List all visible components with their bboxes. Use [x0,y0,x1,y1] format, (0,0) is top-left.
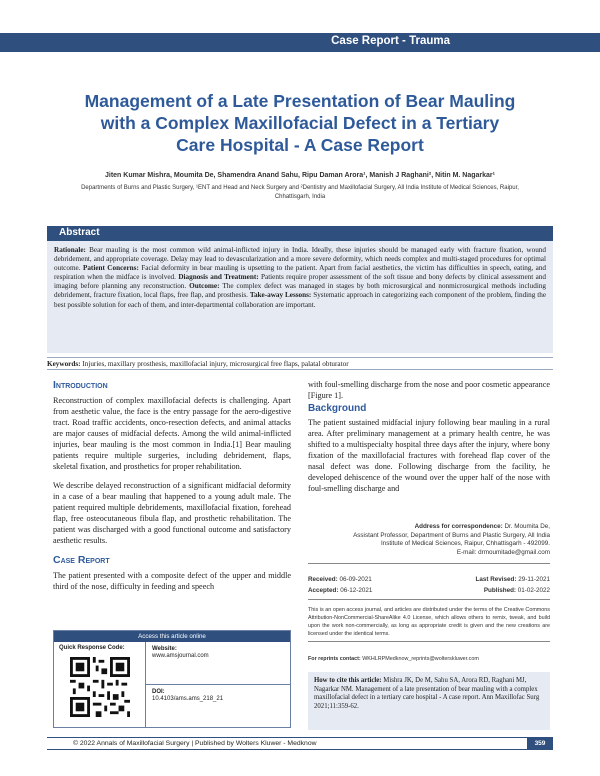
background-heading: Background [308,403,367,414]
dates-block [308,574,550,600]
last-revised-date: Last Revised: 29-11-2021 [475,576,550,583]
introduction-paragraph-2: We describe delayed reconstruction of a significant midfacial deformity in a case of a bear mauling that happened to a young adult male. The patient required multiple debridements, maxillofacial fixation, forehead flap, free osteocutaneous fibula flap, and prosthetic rehabilitation. The patient was discharged with a good functional outcome and satisfactory aesthetic results. [53,481,291,545]
website-label: Website: [152,646,177,652]
diagnosis-text: Patients require proper assessment of the soft tissue and bony defects by clinical assessment and imaging before planning any reconstruction. [54,273,546,291]
reprints-label: For reprints contact: [308,656,361,662]
access-info-column [146,642,290,728]
website-link[interactable]: www.amsjournal.com [152,653,209,659]
doi-link[interactable]: 10.4103/ams.ams_218_21 [152,696,224,702]
correspondence-block [308,523,550,564]
right-column [308,379,550,494]
concerns-text: Facial deformity in bear mauling is upsetting to the patient. Apart from facial aesthetics, the victim has difficulties in speech, eating, and respiration when the midface is involved. [54,264,547,282]
section-banner [0,33,600,52]
doi-label: DOI: [152,689,165,695]
introduction-heading: Introduction [53,379,108,391]
outcome-text: The complex defect was managed in stages by both microsurgical and nonmicrosurgical methods including debridement, fracture fixation, local flaps, free flap, and prosthesis. [54,282,547,300]
abstract-heading: Abstract [59,227,100,238]
reprints-contact [308,656,550,662]
correspondence-line-2: Institute of Medical Sciences, Raipur, Chhattisgarh - 492099. [380,540,550,547]
left-column [53,379,291,592]
keywords-text: Injuries, maxillary prosthesis, maxillofacial injury, microsurgical free flaps, palatal obturator [80,360,349,368]
case-report-heading: Case Report [53,554,110,566]
rationale-text: Bear mauling is the most common wild animal-inflicted injury in India. Ideally, these injuries should be managed early with fracture fixation, wound debridement, and appropriate coverage. Delay may lead to devascularization and a more severe deformity, which needs complex and multi-staged procedures for optimal outcome. [54,246,546,273]
outcome-label: Outcome: [189,282,220,291]
qr-label: Quick Response Code: [59,645,125,651]
citation-text: Mishra JK, De M, Sahu SA, Arora RD, Raghani MJ, Nagarkar NM. Management of a late presentation of bear mauling with a complex maxillofacial defect in a tertiary care hospital - A case report. Ann Maxillofac Surg 2021;11:359-62. [314,677,540,710]
rationale-label: Rationale: [54,246,86,254]
correspondence-name: Dr. Moumita De, [502,523,550,530]
page-footer [47,737,553,750]
introduction-paragraph-1: Reconstruction of complex maxillofacial defects is challenging. Apart from aesthetic value, the face is the entry passage for the aero-digestive tract. Road traffic accidents, onco-resection defects, and animal attacks are major causes of midfacial defects. Among the wild animal-inflicted injuries, bear mauling is the most common in India.[1] Bear mauling patients require multiple surgeries, including debridement, flaps, skeletal fixation, and prosthetics for proper rehabilitation. [53,396,291,471]
received-date: Received: 06-09-2021 [308,576,372,583]
qr-column [54,642,146,728]
license-text: This is an open access journal, and articles are distributed under the terms of the Creative Commons Attribution-NonCommercial-ShareAlike 4.0 License, which allows others to remix, tweak, and build upon the work non-commercially, as long as appropriate credit is given and the new creations are licensed under the identical terms. [308,606,550,642]
reprints-email[interactable]: WKHLRPMedknow_reprints@wolterskluwer.com [360,656,479,662]
access-online-box [53,630,291,728]
abstract-heading-bar [47,226,553,241]
case-report-paragraph-1: The patient presented with a composite defect of the upper and middle third of the nose, difficulty in feeding and speech [53,571,291,591]
correspondence-line-1: Assistant Professor, Department of Burns and Plastic Surgery, All India [353,531,550,539]
author-list: Jiten Kumar Mishra, Moumita De, Shamendra Anand Sahu, Ripu Daman Arora¹, Manish J Raghani², Nitin M. Nagarkar¹ [105,172,495,179]
correspondence-label: Address for correspondence: [414,523,503,530]
takeaway-text: Systematic approach in categorizing each component of the problem, finding the best possible solution for each of them, and inter-departmental collaboration are important. [54,291,547,309]
concerns-label: Patient Concerns: [82,264,139,273]
continuation-paragraph: with foul-smelling discharge from the nose and poor cosmetic appearance [Figure 1]. [308,380,550,400]
qr-code-icon[interactable] [70,657,130,717]
abstract-body [47,241,553,353]
page-number: 359 [527,738,553,749]
accepted-date: Accepted: 06-12-2021 [308,587,373,594]
published-date: Published: 01-02-2022 [483,587,550,594]
citation-box [308,672,550,730]
article-title: Management of a Late Presentation of Bear Mauling with a Complex Maxillofacial Defect in a Tertiary Care Hospital - A Case Report [84,91,516,155]
keywords-label: Keywords: [47,360,81,368]
affiliations: Departments of Burns and Plastic Surgery, ¹ENT and Head and Neck Surgery and ²Dentistry and Maxillofacial Surgery, All India Institute of Medical Sciences, Raipur, Chhattisgarh, India [81,185,519,200]
doi-row [146,685,290,728]
citation-label: How to cite this article: [314,677,382,684]
correspondence-email[interactable]: E-mail: drmoumitade@gmail.com [456,548,550,556]
website-row [146,642,290,685]
background-paragraph: The patient sustained midfacial injury following bear mauling in a rural area. After preliminary management at a primary health centre, he was shifted to a multispecialty hospital three days after the injury, where bony fixation of the maxillofacial fractures with forehead flap cover of the nasal defect was done. Following discharge from the facility, he developed dehiscence of the wound over the upper half of the nose with foul-smelling discharge and [308,418,550,493]
diagnosis-label: Diagnosis and Treatment: [178,273,259,282]
takeaway-label: Take-away Lessons: [249,291,312,300]
access-title: Access this article online [54,631,290,642]
footer-text: © 2022 Annals of Maxillofacial Surgery | Published by Wolters Kluwer - Medknow [73,740,317,747]
keywords [47,357,553,370]
section-label: Case Report - Trauma [331,35,450,47]
